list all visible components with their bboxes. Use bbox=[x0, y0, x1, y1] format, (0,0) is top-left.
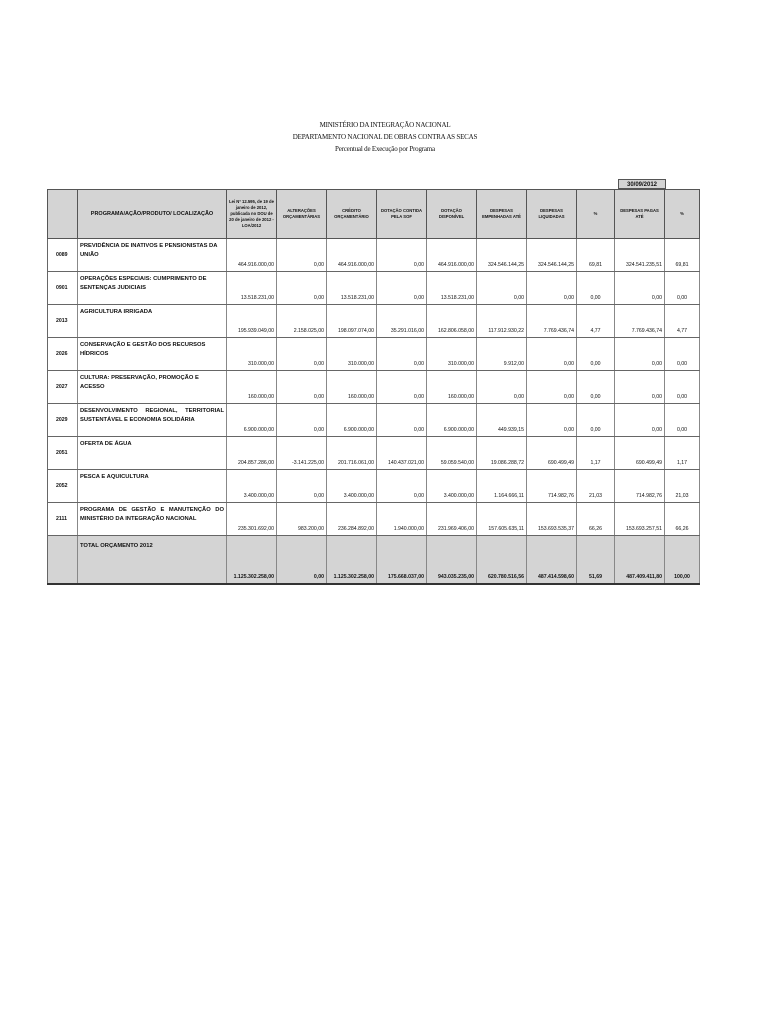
value-empenhadas: 0,00 bbox=[477, 371, 527, 404]
value-liquidadas: 0,00 bbox=[527, 272, 577, 305]
value-empenhadas: 324.546.144,25 bbox=[477, 239, 527, 272]
header-credito: CRÉDITO ORÇAMENTÁRIO bbox=[327, 190, 377, 239]
header-pagas: DESPESAS PAGAS ATÉ bbox=[615, 190, 665, 239]
value-pct-liquidadas: 66,26 bbox=[577, 503, 615, 536]
total-value-pagas: 487.409.411,80 bbox=[615, 536, 665, 585]
header-empenhadas: DESPESAS EMPENHADAS ATÉ bbox=[477, 190, 527, 239]
program-code: 0089 bbox=[48, 239, 78, 272]
header-pct-liquidadas: % bbox=[577, 190, 615, 239]
table-row bbox=[48, 338, 700, 371]
value-credito: 13.518.231,00 bbox=[327, 272, 377, 305]
value-lei: 204.857.286,00 bbox=[227, 437, 277, 470]
value-empenhadas: 0,00 bbox=[477, 272, 527, 305]
table-row bbox=[48, 272, 700, 305]
value-credito: 236.284.892,00 bbox=[327, 503, 377, 536]
value-liquidadas: 0,00 bbox=[527, 338, 577, 371]
value-dotacao-disponivel: 160.000,00 bbox=[427, 371, 477, 404]
value-dotacao-disponivel: 6.900.000,00 bbox=[427, 404, 477, 437]
value-lei: 13.518.231,00 bbox=[227, 272, 277, 305]
table-row bbox=[48, 437, 700, 470]
header-programa: PROGRAMA/AÇÃO/PRODUTO/ LOCALIZAÇÃO bbox=[78, 190, 227, 239]
total-value-dotacao-disponivel: 943.035.235,00 bbox=[427, 536, 477, 585]
header-dotacao-disponivel: DOTAÇÃO DISPONÍVEL bbox=[427, 190, 477, 239]
program-name: OFERTA DE ÁGUA bbox=[78, 437, 227, 470]
total-value-dotacao-contida: 175.668.037,00 bbox=[377, 536, 427, 585]
value-pagas: 0,00 bbox=[615, 371, 665, 404]
value-dotacao-disponivel: 162.806.058,00 bbox=[427, 305, 477, 338]
value-alteracoes: 0,00 bbox=[277, 371, 327, 404]
program-code: 2111 bbox=[48, 503, 78, 536]
program-code: 2052 bbox=[48, 470, 78, 503]
value-empenhadas: 117.912.930,22 bbox=[477, 305, 527, 338]
value-pct-pagas: 1,17 bbox=[665, 437, 700, 470]
value-alteracoes: 983.200,00 bbox=[277, 503, 327, 536]
header-lei: Lei Nº 12.595, de 19 de janeiro de 2012, publicada no DOU de 20 de janeiro de 2012 - LOA/2012 bbox=[227, 190, 277, 239]
value-credito: 464.916.000,00 bbox=[327, 239, 377, 272]
value-pct-liquidadas: 1,17 bbox=[577, 437, 615, 470]
table-row bbox=[48, 404, 700, 437]
value-pagas: 0,00 bbox=[615, 338, 665, 371]
value-dotacao-disponivel: 59.059.540,00 bbox=[427, 437, 477, 470]
value-dotacao-contida: 35.291.016,00 bbox=[377, 305, 427, 338]
value-pagas: 690.499,49 bbox=[615, 437, 665, 470]
value-liquidadas: 0,00 bbox=[527, 371, 577, 404]
value-credito: 201.716.061,00 bbox=[327, 437, 377, 470]
value-lei: 195.939.049,00 bbox=[227, 305, 277, 338]
value-credito: 198.097.074,00 bbox=[327, 305, 377, 338]
value-pct-pagas: 0,00 bbox=[665, 338, 700, 371]
value-lei: 160.000,00 bbox=[227, 371, 277, 404]
ministry-title: MINISTÉRIO DA INTEGRAÇÃO NACIONAL bbox=[319, 121, 451, 129]
value-liquidadas: 714.982,76 bbox=[527, 470, 577, 503]
value-pct-liquidadas: 21,03 bbox=[577, 470, 615, 503]
value-dotacao-contida: 0,00 bbox=[377, 272, 427, 305]
total-value-liquidadas: 487.414.598,60 bbox=[527, 536, 577, 585]
value-empenhadas: 157.605.635,11 bbox=[477, 503, 527, 536]
total-value-alteracoes: 0,00 bbox=[277, 536, 327, 585]
header-dotacao-contida: DOTAÇÃO CONTIDA PELA SOF bbox=[377, 190, 427, 239]
value-pct-liquidadas: 0,00 bbox=[577, 338, 615, 371]
header-liquidadas: DESPESAS LIQUIDADAS bbox=[527, 190, 577, 239]
value-alteracoes: 0,00 bbox=[277, 470, 327, 503]
value-pagas: 0,00 bbox=[615, 404, 665, 437]
program-name: PESCA E AQUICULTURA bbox=[78, 470, 227, 503]
program-code: 2051 bbox=[48, 437, 78, 470]
value-pct-pagas: 66,26 bbox=[665, 503, 700, 536]
value-credito: 310.000,00 bbox=[327, 338, 377, 371]
department-title: DEPARTAMENTO NACIONAL DE OBRAS CONTRA AS SECAS bbox=[292, 133, 478, 141]
value-pagas: 153.693.257,51 bbox=[615, 503, 665, 536]
table-row bbox=[48, 503, 700, 536]
table-header-row bbox=[48, 190, 700, 239]
program-code: 2026 bbox=[48, 338, 78, 371]
program-name: CULTURA: PRESERVAÇÃO, PROMOÇÃO E ACESSO bbox=[78, 371, 227, 404]
value-dotacao-contida: 0,00 bbox=[377, 239, 427, 272]
value-dotacao-disponivel: 231.969.406,00 bbox=[427, 503, 477, 536]
value-pagas: 324.541.235,51 bbox=[615, 239, 665, 272]
value-lei: 6.900.000,00 bbox=[227, 404, 277, 437]
value-empenhadas: 1.164.666,11 bbox=[477, 470, 527, 503]
value-lei: 464.916.000,00 bbox=[227, 239, 277, 272]
program-name: CONSERVAÇÃO E GESTÃO DOS RECURSOS HÍDRICOS bbox=[78, 338, 227, 371]
value-lei: 235.301.692,00 bbox=[227, 503, 277, 536]
value-pct-liquidadas: 0,00 bbox=[577, 404, 615, 437]
value-liquidadas: 7.769.436,74 bbox=[527, 305, 577, 338]
header-code bbox=[48, 190, 78, 239]
report-date: 30/09/2012 bbox=[618, 179, 666, 189]
value-liquidadas: 690.499,49 bbox=[527, 437, 577, 470]
value-alteracoes: 0,00 bbox=[277, 239, 327, 272]
total-value-empenhadas: 620.780.516,56 bbox=[477, 536, 527, 585]
value-dotacao-contida: 0,00 bbox=[377, 338, 427, 371]
value-credito: 160.000,00 bbox=[327, 371, 377, 404]
value-alteracoes: 2.158.025,00 bbox=[277, 305, 327, 338]
value-alteracoes: -3.141.225,00 bbox=[277, 437, 327, 470]
value-dotacao-disponivel: 3.400.000,00 bbox=[427, 470, 477, 503]
total-value-credito: 1.125.302.258,00 bbox=[327, 536, 377, 585]
table-row bbox=[48, 305, 700, 338]
program-name: OPERAÇÕES ESPECIAIS: CUMPRIMENTO DE SENTENÇAS JUDICIAIS bbox=[78, 272, 227, 305]
value-pagas: 0,00 bbox=[615, 272, 665, 305]
total-code bbox=[48, 536, 78, 585]
value-liquidadas: 153.693.535,37 bbox=[527, 503, 577, 536]
total-row bbox=[48, 536, 700, 585]
value-empenhadas: 19.086.288,72 bbox=[477, 437, 527, 470]
value-credito: 3.400.000,00 bbox=[327, 470, 377, 503]
value-pagas: 7.769.436,74 bbox=[615, 305, 665, 338]
header-pct-pagas: % bbox=[665, 190, 700, 239]
table-row bbox=[48, 371, 700, 404]
value-dotacao-disponivel: 464.916.000,00 bbox=[427, 239, 477, 272]
program-code: 2013 bbox=[48, 305, 78, 338]
value-alteracoes: 0,00 bbox=[277, 338, 327, 371]
value-dotacao-disponivel: 310.000,00 bbox=[427, 338, 477, 371]
value-empenhadas: 9.912,00 bbox=[477, 338, 527, 371]
program-name: AGRICULTURA IRRIGADA bbox=[78, 305, 227, 338]
value-pct-liquidadas: 0,00 bbox=[577, 371, 615, 404]
value-pct-pagas: 69,81 bbox=[665, 239, 700, 272]
value-pct-pagas: 4,77 bbox=[665, 305, 700, 338]
value-dotacao-disponivel: 13.518.231,00 bbox=[427, 272, 477, 305]
value-dotacao-contida: 1.940.000,00 bbox=[377, 503, 427, 536]
value-dotacao-contida: 0,00 bbox=[377, 371, 427, 404]
value-pct-pagas: 0,00 bbox=[665, 404, 700, 437]
program-code: 2027 bbox=[48, 371, 78, 404]
value-pagas: 714.982,76 bbox=[615, 470, 665, 503]
value-liquidadas: 0,00 bbox=[527, 404, 577, 437]
total-value-lei: 1.125.302.258,00 bbox=[227, 536, 277, 585]
table-row bbox=[48, 470, 700, 503]
value-liquidadas: 324.546.144,25 bbox=[527, 239, 577, 272]
program-name: PREVIDÊNCIA DE INATIVOS E PENSIONISTAS DA UNIÃO bbox=[78, 239, 227, 272]
value-pct-liquidadas: 4,77 bbox=[577, 305, 615, 338]
total-value-pct-pagas: 100,00 bbox=[665, 536, 700, 585]
header-alteracoes: ALTERAÇÕES ORÇAMENTÁRIAS bbox=[277, 190, 327, 239]
value-pct-pagas: 21,03 bbox=[665, 470, 700, 503]
value-empenhadas: 449.939,15 bbox=[477, 404, 527, 437]
total-label: TOTAL ORÇAMENTO 2012 bbox=[78, 536, 227, 585]
program-name: DESENVOLVIMENTO REGIONAL, TERRITORIAL SUSTENTÁVEL E ECONOMIA SOLIDÁRIA bbox=[78, 404, 227, 437]
value-lei: 310.000,00 bbox=[227, 338, 277, 371]
value-lei: 3.400.000,00 bbox=[227, 470, 277, 503]
value-pct-liquidadas: 0,00 bbox=[577, 272, 615, 305]
value-pct-pagas: 0,00 bbox=[665, 272, 700, 305]
value-dotacao-contida: 140.437.021,00 bbox=[377, 437, 427, 470]
program-code: 0901 bbox=[48, 272, 78, 305]
program-name: PROGRAMA DE GESTÃO E MANUTENÇÃO DO MINISTÉRIO DA INTEGRAÇÃO NACIONAL bbox=[78, 503, 227, 536]
table-row bbox=[48, 239, 700, 272]
value-pct-liquidadas: 69,81 bbox=[577, 239, 615, 272]
program-code: 2029 bbox=[48, 404, 78, 437]
report-subtitle: Percentual de Execução por Programa bbox=[335, 145, 435, 153]
value-alteracoes: 0,00 bbox=[277, 272, 327, 305]
budget-execution-table bbox=[47, 189, 700, 585]
value-credito: 6.900.000,00 bbox=[327, 404, 377, 437]
value-dotacao-contida: 0,00 bbox=[377, 404, 427, 437]
total-value-pct-liquidadas: 51,69 bbox=[577, 536, 615, 585]
value-dotacao-contida: 0,00 bbox=[377, 470, 427, 503]
value-alteracoes: 0,00 bbox=[277, 404, 327, 437]
value-pct-pagas: 0,00 bbox=[665, 371, 700, 404]
